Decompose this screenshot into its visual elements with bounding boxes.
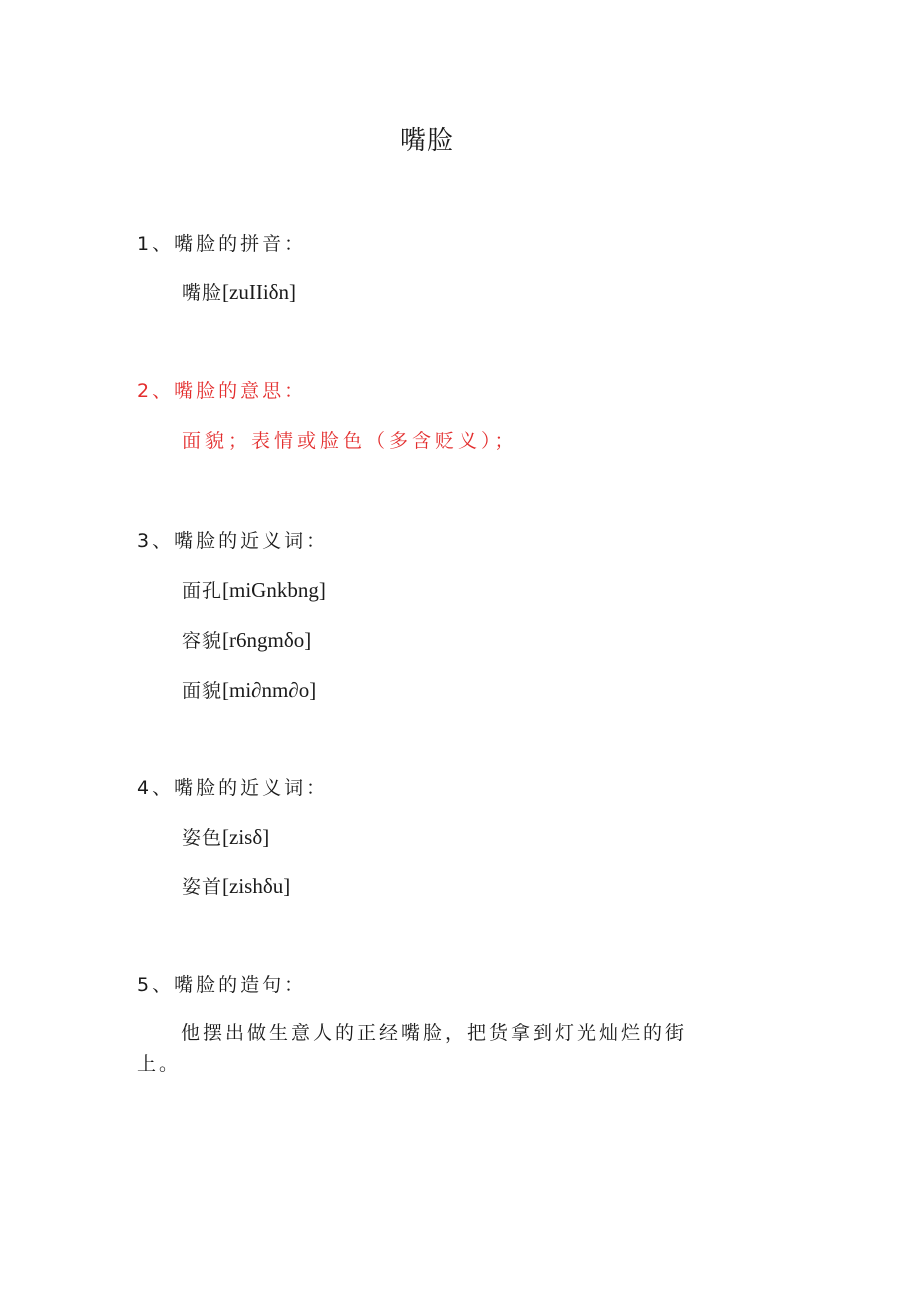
- synonym-entry: [182, 626, 311, 653]
- entry-pinyin: [miGnkbng]: [222, 578, 326, 602]
- meaning-definition: 面貌；表情或脸色（多含贬义）；: [182, 430, 518, 452]
- example-sentence: 他摆出做生意人的正经嘴脸，把货拿到灯光灿烂的街上。: [137, 1022, 688, 1075]
- entry-pinyin: [mi∂nm∂o]: [222, 678, 317, 702]
- meaning-text: [182, 426, 518, 453]
- synonym-entry: [182, 823, 269, 850]
- entry-word: 面貌: [182, 680, 223, 702]
- entry-pinyin: [r6ngmδo]: [222, 628, 312, 652]
- synonym-entry: [182, 576, 326, 603]
- synonym-entry: [182, 872, 290, 899]
- entry-word: 面孔: [182, 580, 223, 602]
- section-heading-synonyms-2: 4、嘴脸的近义词：: [137, 777, 329, 799]
- entry-word: 嘴脸: [182, 282, 223, 304]
- section-heading-example: 5、嘴脸的造句：: [137, 974, 307, 996]
- entry-word: 姿色: [182, 827, 223, 849]
- pinyin-entry: [182, 278, 296, 305]
- section-heading-pinyin: 1、嘴脸的拼音：: [137, 233, 307, 255]
- entry-word: 容貌: [182, 630, 223, 652]
- entry-pinyin: [zisδ]: [222, 825, 270, 849]
- entry-word: 姿首: [182, 876, 223, 898]
- synonym-entry: [182, 676, 316, 703]
- document-title: 嘴脸: [399, 126, 454, 156]
- entry-pinyin: [zuIIiδn]: [222, 280, 297, 304]
- entry-pinyin: [zishδu]: [222, 874, 291, 898]
- section-heading-meaning: 2、嘴脸的意思：: [137, 380, 307, 402]
- section-heading-synonyms-1: 3、嘴脸的近义词：: [137, 530, 329, 552]
